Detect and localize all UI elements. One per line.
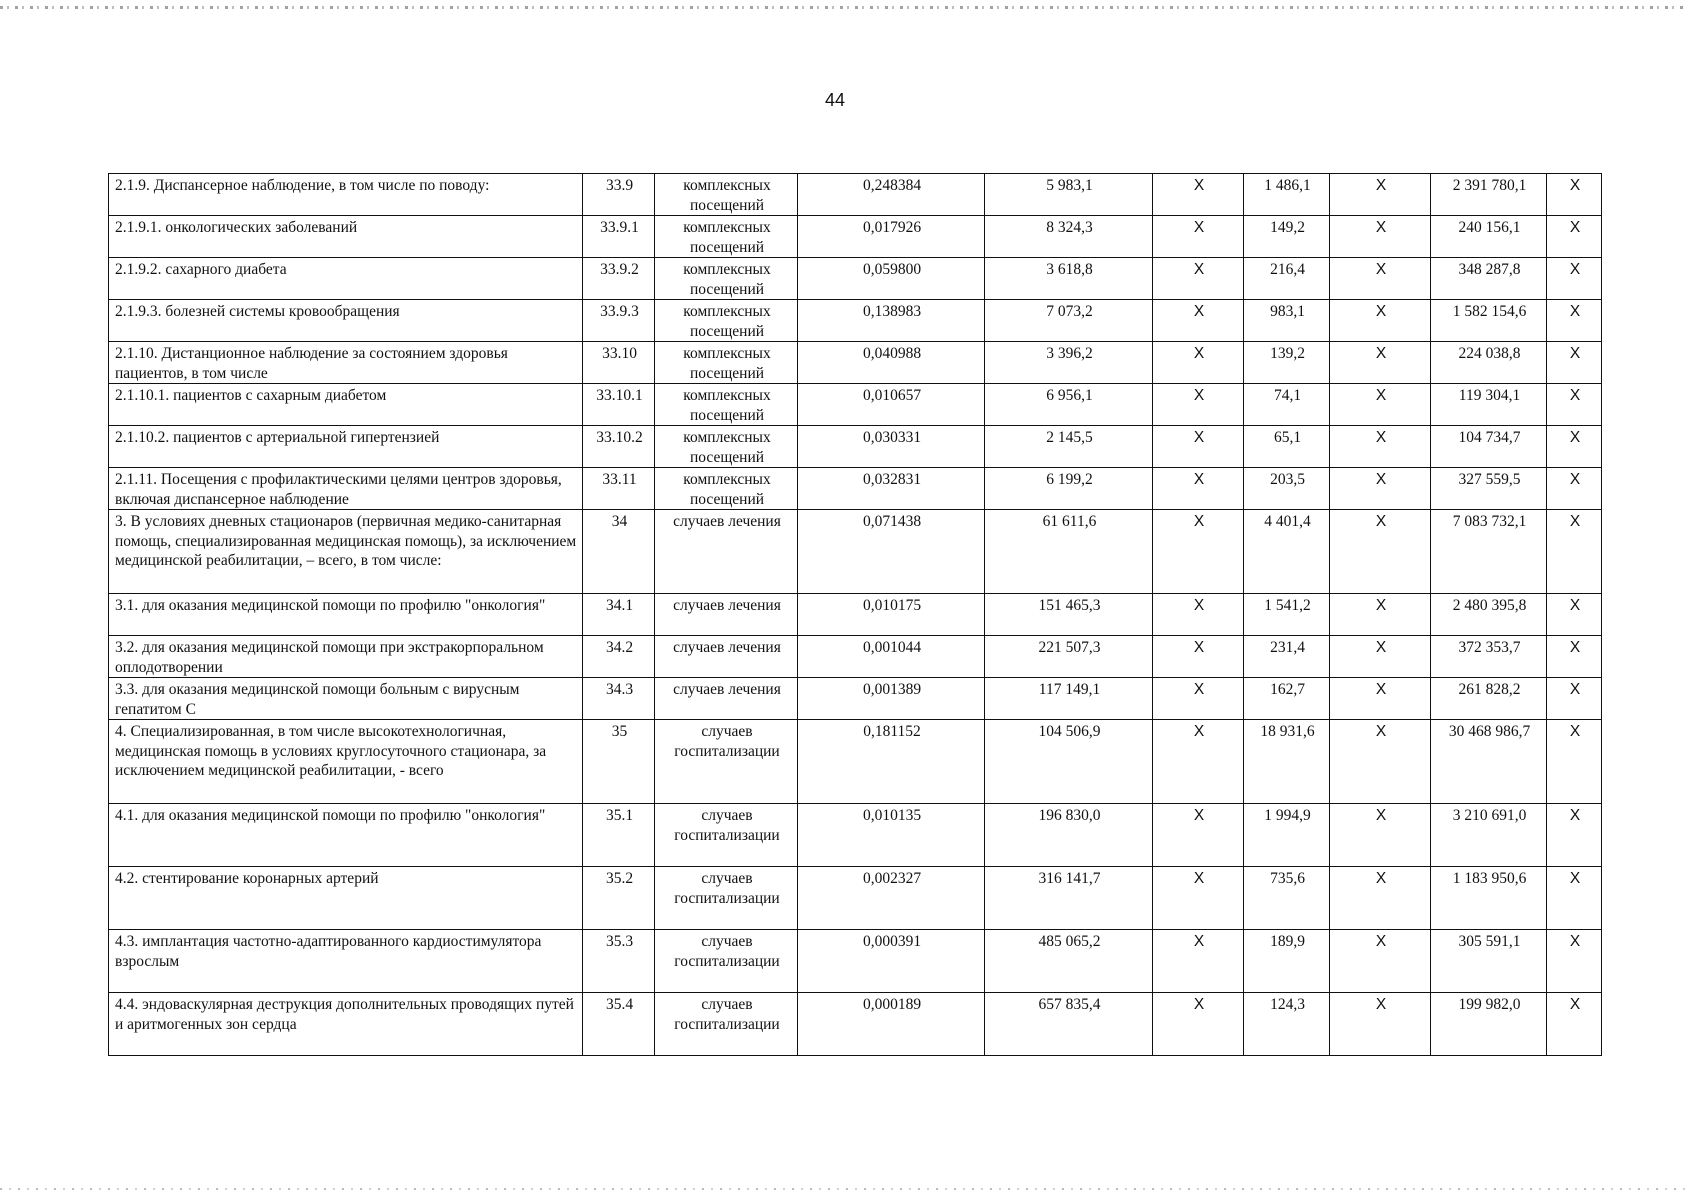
row-per-capita: 139,2 (1244, 342, 1330, 384)
row-code: 33.9.3 (583, 300, 655, 342)
row-unit: случаев госпитализации (655, 930, 798, 993)
row-unit: комплексных посещений (655, 384, 798, 426)
row-per-capita: 65,1 (1244, 426, 1330, 468)
row-x-mark: X (1330, 426, 1431, 468)
row-name: 2.1.9.2. сахарного диабета (109, 258, 583, 300)
row-total: 372 353,7 (1431, 636, 1547, 678)
scan-edge-bottom (0, 1188, 1686, 1190)
table-row (109, 636, 1602, 678)
row-cost: 7 073,2 (985, 300, 1153, 342)
row-code: 35.1 (583, 804, 655, 867)
scan-edge-top (0, 6, 1686, 9)
row-name: 2.1.10. Дистанционное наблюдение за состоянием здоровья пациентов, в том числе (109, 342, 583, 384)
row-cost: 104 506,9 (985, 720, 1153, 804)
row-per-capita: 983,1 (1244, 300, 1330, 342)
row-norm: 0,001044 (798, 636, 985, 678)
row-cost: 221 507,3 (985, 636, 1153, 678)
row-name: 2.1.9. Диспансерное наблюдение, в том числе по поводу: (109, 174, 583, 216)
row-x-mark: X (1547, 384, 1602, 426)
row-per-capita: 124,3 (1244, 993, 1330, 1056)
row-code: 34.3 (583, 678, 655, 720)
row-norm: 0,040988 (798, 342, 985, 384)
row-x-mark: X (1330, 342, 1431, 384)
row-code: 33.10 (583, 342, 655, 384)
row-per-capita: 1 486,1 (1244, 174, 1330, 216)
row-name: 3.2. для оказания медицинской помощи при экстракорпоральном оплодотворении (109, 636, 583, 678)
row-x-mark: X (1153, 804, 1244, 867)
row-x-mark: X (1153, 636, 1244, 678)
row-cost: 485 065,2 (985, 930, 1153, 993)
row-cost: 316 141,7 (985, 867, 1153, 930)
row-total: 2 480 395,8 (1431, 594, 1547, 636)
row-total: 3 210 691,0 (1431, 804, 1547, 867)
row-x-mark: X (1547, 426, 1602, 468)
row-name: 4.2. стентирование коронарных артерий (109, 867, 583, 930)
row-x-mark: X (1547, 678, 1602, 720)
row-unit: случаев лечения (655, 636, 798, 678)
table-row (109, 510, 1602, 594)
row-x-mark: X (1330, 216, 1431, 258)
row-x-mark: X (1153, 468, 1244, 510)
row-cost: 196 830,0 (985, 804, 1153, 867)
table-row (109, 594, 1602, 636)
row-x-mark: X (1153, 510, 1244, 594)
row-x-mark: X (1547, 468, 1602, 510)
row-x-mark: X (1330, 804, 1431, 867)
table-row (109, 804, 1602, 867)
data-table (108, 173, 1602, 1056)
row-total: 348 287,8 (1431, 258, 1547, 300)
row-x-mark: X (1330, 720, 1431, 804)
row-x-mark: X (1330, 174, 1431, 216)
row-norm: 0,000391 (798, 930, 985, 993)
row-cost: 6 199,2 (985, 468, 1153, 510)
row-norm: 0,138983 (798, 300, 985, 342)
table-row (109, 867, 1602, 930)
row-per-capita: 189,9 (1244, 930, 1330, 993)
row-total: 305 591,1 (1431, 930, 1547, 993)
row-name: 2.1.10.2. пациентов с артериальной гипертензией (109, 426, 583, 468)
row-x-mark: X (1153, 594, 1244, 636)
row-x-mark: X (1330, 993, 1431, 1056)
table-row (109, 174, 1602, 216)
row-x-mark: X (1153, 216, 1244, 258)
row-unit: комплексных посещений (655, 258, 798, 300)
page-number: 44 (825, 90, 846, 110)
row-x-mark: X (1153, 720, 1244, 804)
row-norm: 0,248384 (798, 174, 985, 216)
row-unit: комплексных посещений (655, 468, 798, 510)
row-unit: комплексных посещений (655, 216, 798, 258)
row-cost: 61 611,6 (985, 510, 1153, 594)
row-code: 34.2 (583, 636, 655, 678)
row-total: 199 982,0 (1431, 993, 1547, 1056)
row-unit: случаев госпитализации (655, 804, 798, 867)
row-code: 35.2 (583, 867, 655, 930)
row-total: 261 828,2 (1431, 678, 1547, 720)
row-name: 2.1.10.1. пациентов с сахарным диабетом (109, 384, 583, 426)
row-unit: случаев лечения (655, 594, 798, 636)
row-x-mark: X (1547, 342, 1602, 384)
row-per-capita: 149,2 (1244, 216, 1330, 258)
row-x-mark: X (1547, 216, 1602, 258)
row-per-capita: 18 931,6 (1244, 720, 1330, 804)
row-x-mark: X (1153, 426, 1244, 468)
table-row (109, 720, 1602, 804)
row-norm: 0,181152 (798, 720, 985, 804)
row-per-capita: 4 401,4 (1244, 510, 1330, 594)
row-x-mark: X (1547, 867, 1602, 930)
row-code: 33.9 (583, 174, 655, 216)
table-row (109, 216, 1602, 258)
row-name: 3.1. для оказания медицинской помощи по профилю "онкология" (109, 594, 583, 636)
row-code: 33.10.2 (583, 426, 655, 468)
row-name: 4.4. эндоваскулярная деструкция дополнительных проводящих путей и аритмогенных зон сердца (109, 993, 583, 1056)
row-code: 33.9.2 (583, 258, 655, 300)
row-code: 34.1 (583, 594, 655, 636)
row-per-capita: 1 541,2 (1244, 594, 1330, 636)
row-code: 35 (583, 720, 655, 804)
row-name: 2.1.9.1. онкологических заболеваний (109, 216, 583, 258)
table-row (109, 384, 1602, 426)
row-code: 35.3 (583, 930, 655, 993)
row-cost: 5 983,1 (985, 174, 1153, 216)
row-x-mark: X (1153, 174, 1244, 216)
row-per-capita: 735,6 (1244, 867, 1330, 930)
row-code: 35.4 (583, 993, 655, 1056)
row-cost: 2 145,5 (985, 426, 1153, 468)
row-name: 4.1. для оказания медицинской помощи по профилю "онкология" (109, 804, 583, 867)
row-norm: 0,000189 (798, 993, 985, 1056)
row-x-mark: X (1330, 384, 1431, 426)
row-name: 3.3. для оказания медицинской помощи больным с вирусным гепатитом С (109, 678, 583, 720)
row-norm: 0,010135 (798, 804, 985, 867)
row-cost: 8 324,3 (985, 216, 1153, 258)
row-x-mark: X (1153, 384, 1244, 426)
row-total: 224 038,8 (1431, 342, 1547, 384)
row-x-mark: X (1153, 993, 1244, 1056)
row-unit: случаев лечения (655, 678, 798, 720)
row-unit: случаев госпитализации (655, 993, 798, 1056)
row-x-mark: X (1153, 258, 1244, 300)
row-code: 33.9.1 (583, 216, 655, 258)
row-unit: случаев госпитализации (655, 720, 798, 804)
row-unit: комплексных посещений (655, 426, 798, 468)
row-norm: 0,001389 (798, 678, 985, 720)
row-unit: комплексных посещений (655, 342, 798, 384)
row-norm: 0,010657 (798, 384, 985, 426)
table-row (109, 258, 1602, 300)
row-per-capita: 1 994,9 (1244, 804, 1330, 867)
row-x-mark: X (1330, 300, 1431, 342)
row-name: 2.1.11. Посещения с профилактическими целями центров здоровья, включая диспансерное наблюдение (109, 468, 583, 510)
row-norm: 0,032831 (798, 468, 985, 510)
row-code: 34 (583, 510, 655, 594)
row-x-mark: X (1330, 867, 1431, 930)
row-per-capita: 74,1 (1244, 384, 1330, 426)
row-code: 33.11 (583, 468, 655, 510)
row-total: 327 559,5 (1431, 468, 1547, 510)
row-total: 2 391 780,1 (1431, 174, 1547, 216)
row-x-mark: X (1330, 678, 1431, 720)
row-per-capita: 216,4 (1244, 258, 1330, 300)
row-x-mark: X (1547, 300, 1602, 342)
table-row (109, 426, 1602, 468)
row-x-mark: X (1547, 930, 1602, 993)
row-cost: 6 956,1 (985, 384, 1153, 426)
row-x-mark: X (1547, 258, 1602, 300)
row-per-capita: 162,7 (1244, 678, 1330, 720)
row-x-mark: X (1547, 804, 1602, 867)
row-norm: 0,059800 (798, 258, 985, 300)
row-total: 104 734,7 (1431, 426, 1547, 468)
row-unit: комплексных посещений (655, 300, 798, 342)
row-x-mark: X (1547, 720, 1602, 804)
row-unit: комплексных посещений (655, 174, 798, 216)
row-x-mark: X (1153, 930, 1244, 993)
row-per-capita: 231,4 (1244, 636, 1330, 678)
row-x-mark: X (1330, 636, 1431, 678)
row-x-mark: X (1330, 468, 1431, 510)
row-cost: 3 396,2 (985, 342, 1153, 384)
row-unit: случаев госпитализации (655, 867, 798, 930)
row-x-mark: X (1547, 174, 1602, 216)
row-x-mark: X (1330, 930, 1431, 993)
row-x-mark: X (1547, 510, 1602, 594)
row-norm: 0,002327 (798, 867, 985, 930)
row-norm: 0,017926 (798, 216, 985, 258)
row-total: 240 156,1 (1431, 216, 1547, 258)
row-name: 4.3. имплантация частотно-адаптированного кардиостимулятора взрослым (109, 930, 583, 993)
row-code: 33.10.1 (583, 384, 655, 426)
row-cost: 657 835,4 (985, 993, 1153, 1056)
row-x-mark: X (1547, 594, 1602, 636)
row-total: 1 582 154,6 (1431, 300, 1547, 342)
row-x-mark: X (1330, 258, 1431, 300)
row-name: 3. В условиях дневных стационаров (первичная медико-санитарная помощь, специализированная медицинская помощь), за исключением медицинской реабилитации, – всего, в том числе: (109, 510, 583, 594)
table-row (109, 342, 1602, 384)
row-norm: 0,010175 (798, 594, 985, 636)
table-row (109, 300, 1602, 342)
table-row (109, 468, 1602, 510)
row-norm: 0,030331 (798, 426, 985, 468)
row-cost: 3 618,8 (985, 258, 1153, 300)
table-row (109, 993, 1602, 1056)
row-unit: случаев лечения (655, 510, 798, 594)
row-per-capita: 203,5 (1244, 468, 1330, 510)
row-total: 1 183 950,6 (1431, 867, 1547, 930)
row-norm: 0,071438 (798, 510, 985, 594)
row-name: 4. Специализированная, в том числе высокотехнологичная, медицинская помощь в условиях круглосуточного стационара, за исключением медицинской реабилитации, - всего (109, 720, 583, 804)
table-row (109, 930, 1602, 993)
row-name: 2.1.9.3. болезней системы кровообращения (109, 300, 583, 342)
row-total: 7 083 732,1 (1431, 510, 1547, 594)
row-cost: 117 149,1 (985, 678, 1153, 720)
row-x-mark: X (1547, 636, 1602, 678)
row-x-mark: X (1153, 867, 1244, 930)
row-x-mark: X (1330, 594, 1431, 636)
row-x-mark: X (1153, 300, 1244, 342)
row-x-mark: X (1153, 678, 1244, 720)
row-total: 119 304,1 (1431, 384, 1547, 426)
row-cost: 151 465,3 (985, 594, 1153, 636)
row-x-mark: X (1153, 342, 1244, 384)
row-x-mark: X (1330, 510, 1431, 594)
table-row (109, 678, 1602, 720)
row-x-mark: X (1547, 993, 1602, 1056)
row-total: 30 468 986,7 (1431, 720, 1547, 804)
